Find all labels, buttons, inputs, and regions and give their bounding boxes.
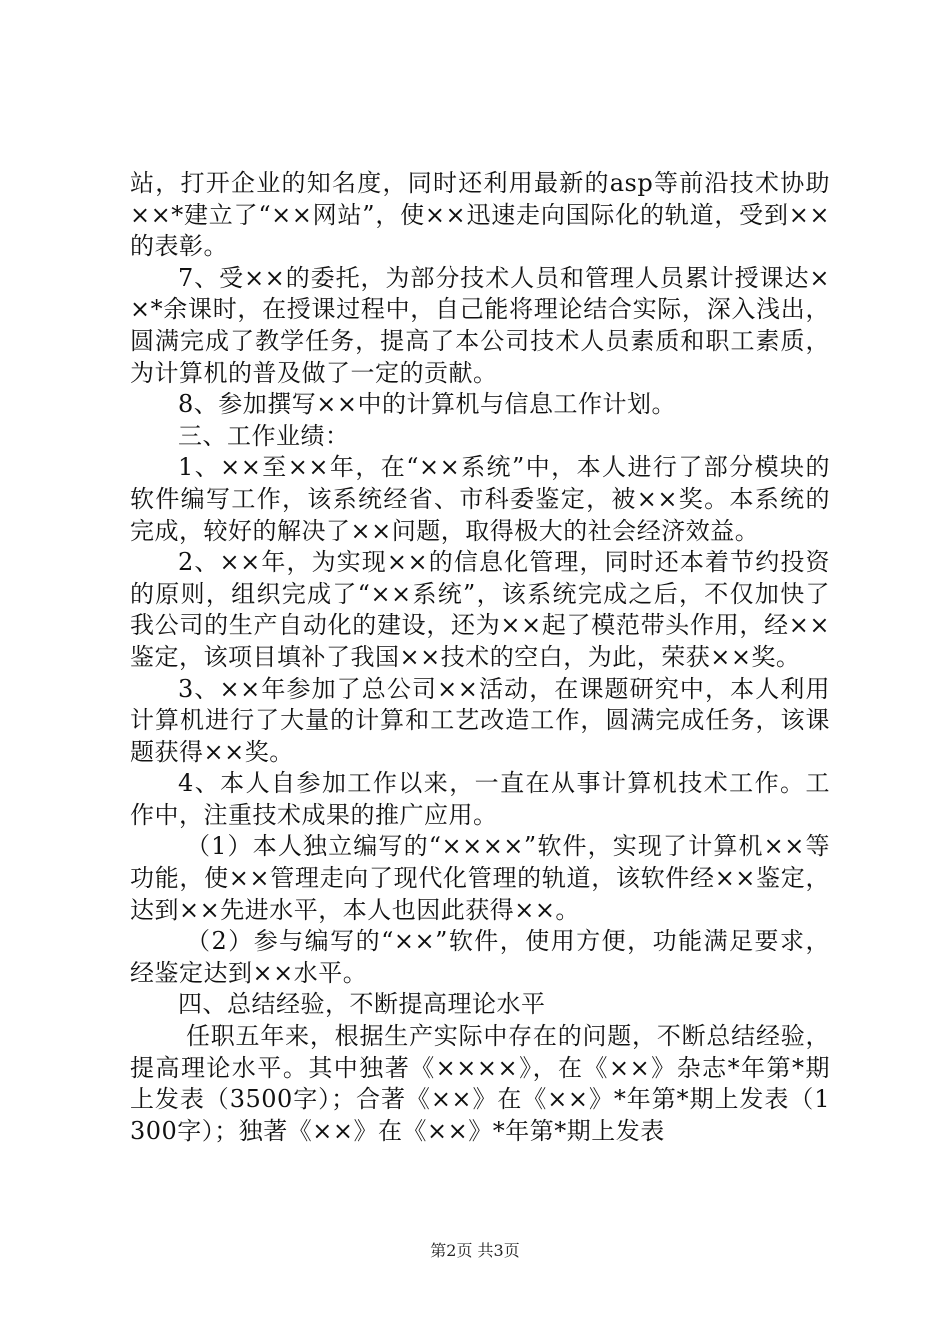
paragraph-achievement-2: 2、××年，为实现××的信息化管理，同时还本着节约投资的原则，组织完成了“××系统”，该系统完成之后，不仅加快了我公司的生产自动化的建设，还为××起了模范带头作用，经××鉴定，该项目填补了我国××技术的空白，为此，荣获××奖。	[130, 548, 830, 671]
paragraph-publications: 任职五年来，根据生产实际中存在的问题，不断总结经验，提高理论水平。其中独著《××××》，在《××》杂志*年第*期上发表（3500字）；合著《××》在《××》*年第*期上发表（1300字）；独著《××》在《××》*年第*期上发表	[130, 1022, 830, 1145]
paragraph-sub-item-1: （1）本人独立编写的“××××”软件，实现了计算机××等功能，使××管理走向了现代化管理的轨道，该软件经××鉴定，达到××先进水平，本人也因此获得××。	[130, 832, 830, 924]
page-number-footer: 第2页 共3页	[430, 1241, 520, 1260]
document-body	[130, 168, 830, 1147]
paragraph-achievement-1: 1、××至××年，在“××系统”中，本人进行了部分模块的软件编写工作，该系统经省、市科委鉴定，被××奖。本系统的完成，较好的解决了××问题，取得极大的社会经济效益。	[130, 453, 830, 545]
paragraph-achievement-4: 4、本人自参加工作以来，一直在从事计算机技术工作。工作中，注重技术成果的推广应用。	[130, 769, 830, 829]
paragraph-sub-item-2: （2）参与编写的“××”软件，使用方便，功能满足要求，经鉴定达到××水平。	[130, 927, 830, 987]
paragraph-item-7: 7、受××的委托，为部分技术人员和管理人员累计授课达××*余课时，在授课过程中，自己能将理论结合实际，深入浅出，圆满完成了教学任务，提高了本公司技术人员素质和职工素质，为计算机的普及做了一定的贡献。	[130, 263, 830, 387]
paragraph-achievement-3: 3、××年参加了总公司××活动，在课题研究中，本人利用计算机进行了大量的计算和工艺改造工作，圆满完成任务，该课题获得××奖。	[130, 674, 830, 766]
paragraph-item-8: 8、参加撰写××中的计算机与信息工作计划。	[178, 390, 676, 419]
section-heading-summary: 四、总结经验，不断提高理论水平	[178, 990, 546, 1019]
paragraph-continuation: 站，打开企业的知名度，同时还利用最新的asp等前沿技术协助××*建立了“××网站”，使××迅速走向国际化的轨道，受到××的表彰。	[130, 169, 830, 261]
section-heading-work-achievements: 三、工作业绩：	[178, 421, 350, 450]
